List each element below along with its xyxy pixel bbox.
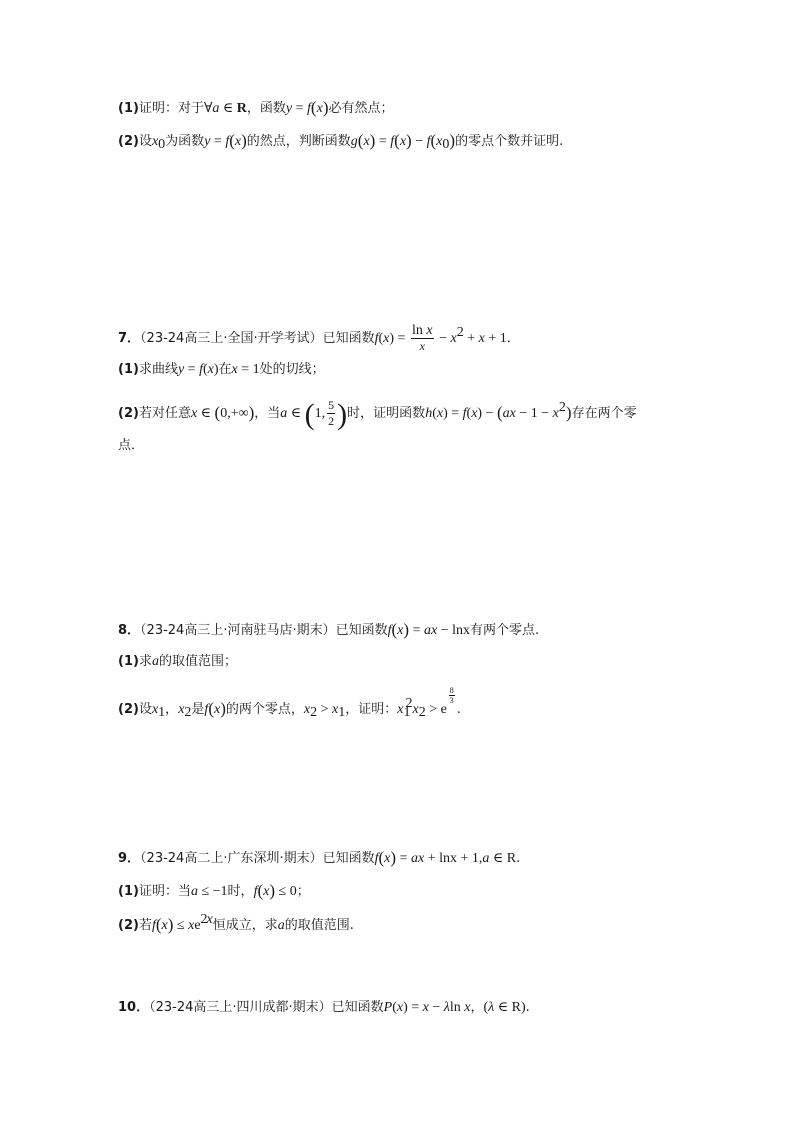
q8-header: 8．（23-24高三上·河南驻马店·期末）已知函数f(x) = ax − lnx有两个零点. [118,620,540,639]
q7-header: 7．（23-24高三上·全国·开学考试）已知函数f(x) = $\frac{\text{ln x}}{x}$ − $x^2 + x + 1$． [118,323,520,353]
fraction-five-halves: $\frac{5}{2}$ [328,398,335,428]
fraction-lnx-over-x: $\frac{\text{ln x}}{x}$ [411,323,433,353]
q7-part2: (2)若对任意x ∈ (0,+∞)，当a ∈ (1, $\frac{5}{2}$ )时，证明函数$h(x) = f(x) - (ax - 1 - x^2)$存在两个零 [118,398,637,431]
q6-part1: (1)证明：对于∀a ∈ R，函数y = f(x)必有然点； [118,98,394,117]
q6-part2: (2)设$x_0$为函数y = f(x)的然点，判断函数$g(x) = f(x) - f(x_0)$的零点个数并证明. [118,131,564,152]
q8-part1: (1)求a的取值范围； [118,654,237,669]
q7-part2-cont: 点． [118,438,145,453]
q7-part1: (1)求曲线y = f(x)在x = 1处的切线； [118,362,325,377]
q9-header: 9．（23-24高二上·广东深圳·期末）已知函数f(x) = ax + lnx + 1,a ∈ R. [118,848,521,867]
q10-header: 10．（23-24高三上·四川成都·期末）已知函数P(x) = x − λln x，(λ ∈ R). [118,1000,530,1015]
q8-part2: (2)设$x_1$，$x_2$是f(x)的两个零点，$x_2 > x_1$，证明：$x_1^2x_2 > e$ $\frac{8}{3}$ . [118,686,461,720]
q9-part1: (1)证明：当a ≤ −1时，f(x) ≤ 0； [118,881,310,900]
fraction-eight-thirds: $\frac{8}{3}$ [449,686,454,705]
q9-part2: (2)若$f(x) \le xe^{2x}$恒成立，求a的取值范围. [118,912,354,934]
